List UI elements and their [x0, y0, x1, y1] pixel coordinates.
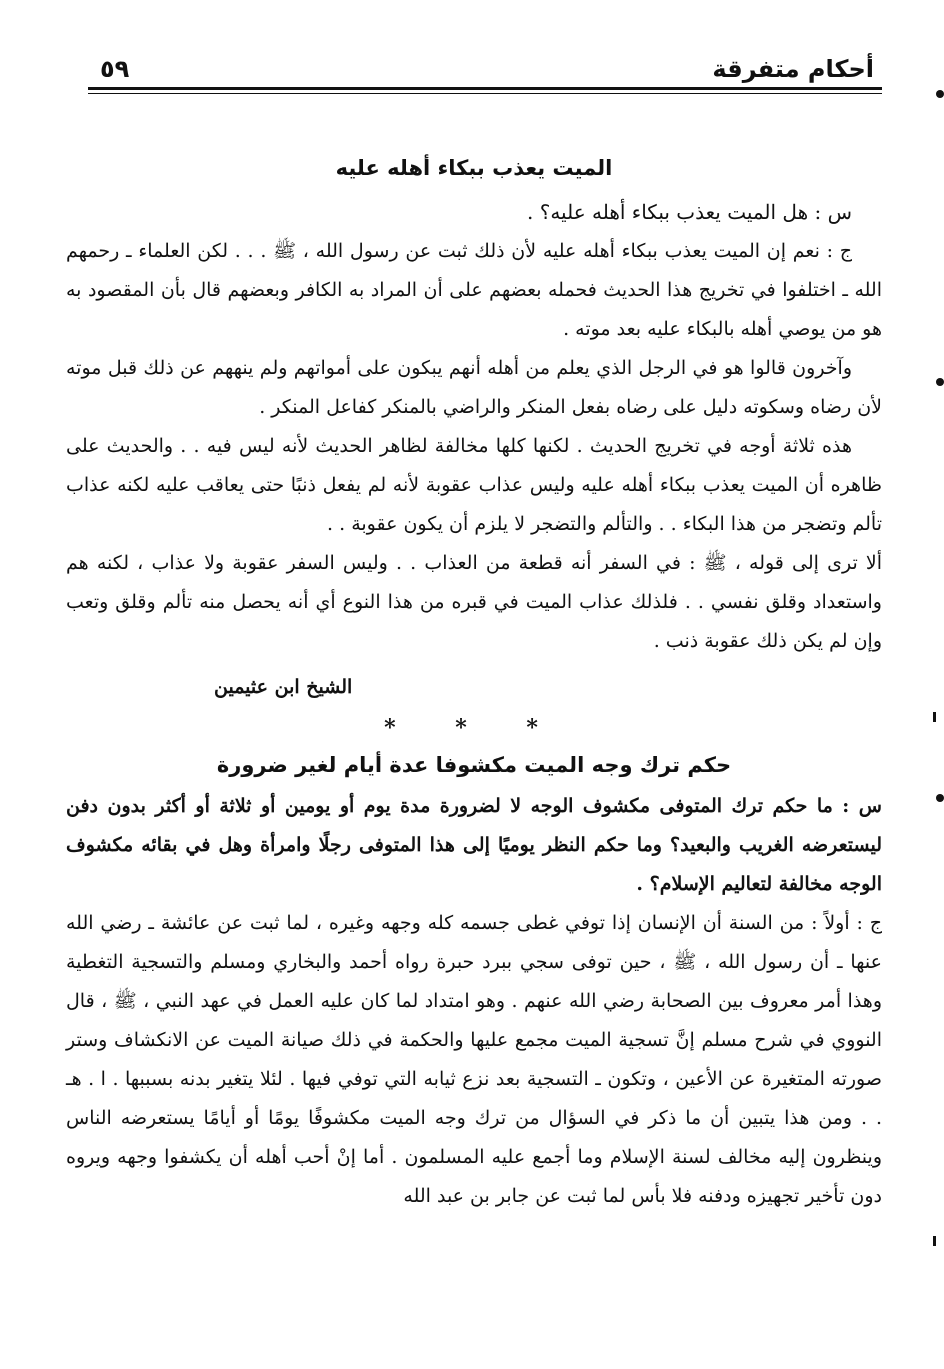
answer-paragraph: هذه ثلاثة أوجه في تخريج الحديث . لكنها كلها مخالفة لظاهر الحديث لأنه ليس فيه . . والحديث على ظاهره أن الميت يعذب ببكاء أهله عليه وليس عذاب عقوبة لأنه لم يفعل ذنبًا حتى يعاقب عليه لكنه عذاب تألم وتضجر من هذا البكاء . . والتألم والتضجر لا يلزم أن يكون عقوبة . . [66, 435, 882, 535]
running-title: أحكام متفرقة [712, 55, 874, 83]
section-separator: * * * [384, 715, 564, 741]
binding-dot [933, 712, 936, 722]
binding-mark [936, 90, 944, 98]
author-signature: الشيخ ابن عثيمين [214, 676, 353, 698]
section-title: حكم ترك وجه الميت مكشوفا عدة أيام لغير ضرورة [216, 753, 732, 777]
page-content [66, 140, 882, 1216]
question: س : ما حكم ترك المتوفى مكشوف الوجه لا لضرورة مدة يوم أو يومين أو ثلاثة أو أكثر بدون دفن ليستعرضه الغريب والبعيد؟ وما حكم النظر يوميًا إلى هذا المتوفى رجلًا وامرأة وهل في بقائه مكشوف الوجه مخالفة لتعاليم الإسلام؟ . [66, 795, 882, 895]
header-rule-thick [88, 87, 882, 90]
answer-paragraph: ألا ترى إلى قوله ، ﷺ : في السفر أنه قطعة من العذاب . . وليس السفر عقوبة ولا عذاب ، لكنه هم واستعداد وقلق نفسي . . فلذلك عذاب الميت في قبره من هذا النوع أي أنه يحصل منه تألم وقلق وتعب وإن لم يكن ذلك عقوبة ذنب . [66, 552, 882, 652]
page-number: ٥٩ [100, 55, 130, 83]
binding-dot [933, 1236, 936, 1246]
answer-paragraph: وآخرون قالوا هو في الرجل الذي يعلم من أهله أنهم يبكون على أمواتهم ولم ينههم عن ذلك قبل موته لأن رضاه وسكوته دليل على رضاه بفعل المنكر والراضي بالمنكر كفاعل المنكر . [66, 357, 882, 418]
header-rule-thin [88, 93, 882, 94]
answer-paragraph: ج : نعم إن الميت يعذب ببكاء أهله عليه لأن ذلك ثبت عن رسول الله ، ﷺ . . . لكن العلماء ـ رحمهم الله ـ اختلفوا في تخريج هذا الحديث فحمله بعضهم على أن المراد به الكافر وبعضهم قال بأن المقصود به هو من يوصي أهله بالبكاء عليه بعد موته . [66, 240, 882, 340]
question: س : هل الميت يعذب ببكاء أهله عليه؟ . [526, 200, 852, 224]
binding-mark [936, 378, 944, 386]
answer-paragraph: ج : أولاً : من السنة أن الإنسان إذا توفي غطى جسمه كله وجهه وغيره ، لما ثبت عن عائشة ـ رضي الله عنها ـ أن رسول الله ، ﷺ ، حين توفى سجي ببرد حبرة رواه أحمد والبخاري ومسلم والتسجية التغطية وهذا أمر معروف بين الصحابة رضي الله عنهم . وهو امتداد لما كان عليه العمل في عهد النبي ، ﷺ ، قال النووي في شرح مسلم إنَّ تسجية الميت مجمع عليها والحكمة في ذلك صيانة الميت عن الانكشاف وستر صورته المتغيرة عن الأعين ، وتكون ـ التسجية بعد نزع ثيابه التي توفي فيها . لئلا يتغير بدنه بسببها . ا . هـ . . ومن هذا يتبين أن ما ذكر في السؤال من ترك وجه الميت مكشوفًا يومًا أو أيامًا يستعرضه الناس وينظرون إليه مخالف لسنة الإسلام وما أجمع عليه المسلمون . أما إنْ أحب أهله أن يكشفوا وجهه ويروه دون تأخير تجهيزه ودفنه فلا بأس لما ثبت عن جابر بن عبد الله [66, 912, 882, 1207]
binding-mark [936, 794, 944, 802]
page-header [92, 52, 874, 88]
section-title: الميت يعذب ببكاء أهله عليه [335, 156, 613, 180]
